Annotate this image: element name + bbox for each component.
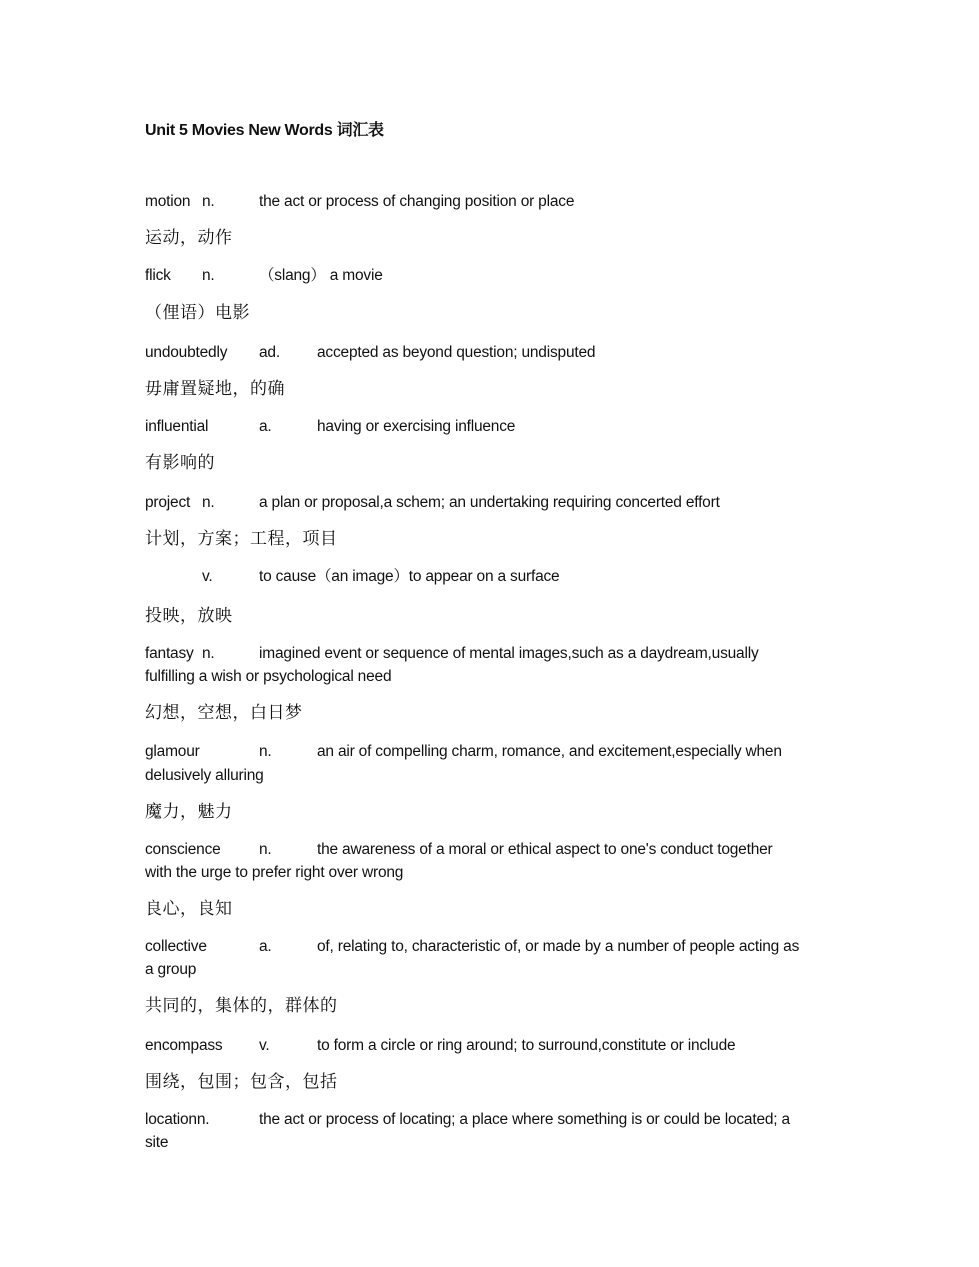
entry-pos: n. xyxy=(202,193,215,210)
entry-chinese: 投映，放映 xyxy=(145,606,233,625)
entry-definition: having or exercising influence xyxy=(317,418,516,435)
entry-word: conscience xyxy=(145,841,221,858)
entry-pos: ad. xyxy=(259,344,280,361)
entry-word: locationn. xyxy=(145,1111,210,1128)
entry-chinese: 毋庸置疑地，的确 xyxy=(145,379,285,398)
entry-word: collective xyxy=(145,938,207,955)
entry-word: project xyxy=(145,494,191,511)
entry-chinese: 魔力，魅力 xyxy=(145,802,233,821)
entry-definition-continued: with the urge to prefer right over wrong xyxy=(145,864,404,881)
entry-word: influential xyxy=(145,418,209,435)
entry-definition: （slang） a movie xyxy=(259,267,383,284)
entry-definition: to cause（an image）to appear on a surface xyxy=(259,568,560,585)
entry-pos: n. xyxy=(202,645,215,662)
entry-pos: a. xyxy=(259,418,272,435)
entry-chinese: （俚语）电影 xyxy=(145,303,250,322)
entry-chinese: 运动，动作 xyxy=(145,228,233,247)
entry-chinese: 幻想，空想，白日梦 xyxy=(145,703,303,722)
entry-chinese: 计划，方案；工程，项目 xyxy=(145,529,338,548)
entry-word: encompass xyxy=(145,1037,223,1054)
entry-pos: v. xyxy=(202,568,213,585)
entry-pos: v. xyxy=(259,1037,270,1054)
entry-definition-continued: site xyxy=(145,1134,169,1151)
entry-pos: n. xyxy=(259,743,272,760)
entry-definition-continued: delusively alluring xyxy=(145,767,264,784)
entry-definition: accepted as beyond question; undisputed xyxy=(317,344,596,361)
entry-definition: the awareness of a moral or ethical aspect to one's conduct together xyxy=(317,841,773,858)
entry-definition: an air of compelling charm, romance, and excitement,especially when xyxy=(317,743,782,760)
entry-chinese: 共同的，集体的，群体的 xyxy=(145,996,338,1015)
entry-word: motion xyxy=(145,193,191,210)
entry-definition-continued: fulfilling a wish or psychological need xyxy=(145,668,392,685)
page-title: Unit 5 Movies New Words 词汇表 xyxy=(145,122,384,139)
entry-pos: a. xyxy=(259,938,272,955)
entry-chinese: 有影响的 xyxy=(145,453,215,472)
entry-word: flick xyxy=(145,267,171,284)
entry-definition: to form a circle or ring around; to surround,constitute or include xyxy=(317,1037,736,1054)
entry-definition-continued: a group xyxy=(145,961,197,978)
entry-pos: n. xyxy=(202,267,215,284)
entry-definition: the act or process of locating; a place where something is or could be located; a xyxy=(259,1111,790,1128)
entry-definition: imagined event or sequence of mental images,such as a daydream,usually xyxy=(259,645,759,662)
entry-chinese: 围绕，包围；包含，包括 xyxy=(145,1072,338,1091)
entry-definition: a plan or proposal,a schem; an undertaking requiring concerted effort xyxy=(259,494,720,511)
entry-word: fantasy xyxy=(145,645,194,662)
entry-word: undoubtedly xyxy=(145,344,228,361)
entry-definition: the act or process of changing position or place xyxy=(259,193,575,210)
entry-pos: n. xyxy=(259,841,272,858)
entry-definition: of, relating to, characteristic of, or made by a number of people acting as xyxy=(317,938,800,955)
entry-pos: n. xyxy=(202,494,215,511)
entry-chinese: 良心，良知 xyxy=(145,899,233,918)
entry-word: glamour xyxy=(145,743,200,760)
